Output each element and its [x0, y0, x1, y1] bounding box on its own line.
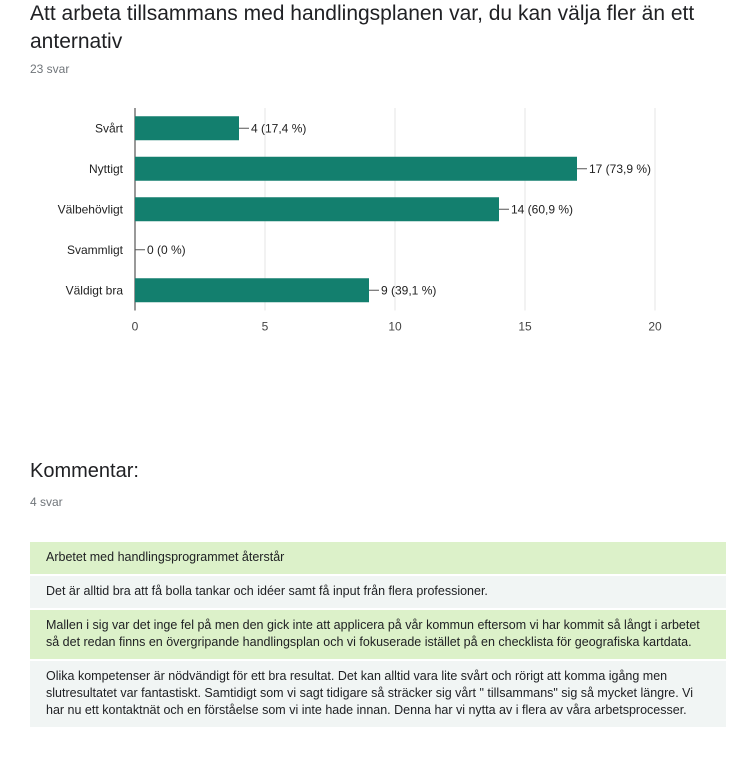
category-label: Välbehövligt	[57, 202, 123, 217]
data-label: 17 (73,9 %)	[589, 161, 652, 176]
x-tick-label: 10	[388, 319, 402, 334]
data-label: 0 (0 %)	[147, 242, 186, 257]
data-label: 9 (39,1 %)	[381, 283, 437, 298]
question-title: Att arbeta tillsammans med handlingsplanen var, du kan välja fler än ett anternativ	[30, 2, 695, 53]
answer-item: Mallen i sig var det inge fel på men den gick inte att applicera på vår kommun eftersom vi har kommit så långt i arbetet så det redan finns en övergripande handlingsplan och vi fokuserade istället på en checklista för geografiska kartdata.	[30, 610, 726, 659]
bar	[135, 116, 239, 140]
x-tick-label: 15	[518, 319, 532, 334]
category-label: Väldigt bra	[65, 283, 123, 298]
bar	[135, 157, 577, 181]
answers-list	[30, 542, 726, 729]
x-tick-label: 20	[648, 319, 662, 334]
bar	[135, 278, 369, 302]
x-tick-label: 0	[131, 319, 139, 334]
data-label: 14 (60,9 %)	[511, 202, 574, 217]
answer-item: Arbetet med handlingsprogrammet återstår	[30, 542, 726, 574]
category-label: Nyttigt	[88, 161, 123, 176]
comments-response-count: 4 svar	[30, 495, 63, 509]
response-count: 23 svar	[30, 62, 70, 76]
category-label: Svammligt	[66, 242, 123, 257]
data-label: 4 (17,4 %)	[251, 121, 307, 136]
comments-title: Kommentar:	[30, 460, 139, 482]
bar	[135, 197, 499, 221]
x-tick-label: 5	[261, 319, 269, 334]
bar-chart	[0, 100, 740, 345]
answer-item: Det är alltid bra att få bolla tankar och idéer samt få input från flera professioner.	[30, 576, 726, 608]
category-label: Svårt	[94, 121, 123, 136]
answer-item: Olika kompetenser är nödvändigt för ett bra resultat. Det kan alltid vara lite svårt och rörigt att komma igång men slutresultatet var fantastiskt. Samtidigt som vi sagt tidigare så sträcker sig vårt " tillsammans" sig så mycket längre. Vi har nu ett kontaktnät och en förståelse som vi inte hade innan. Denna har vi nytta av i flera av våra arbetsprocesser.	[30, 661, 726, 727]
